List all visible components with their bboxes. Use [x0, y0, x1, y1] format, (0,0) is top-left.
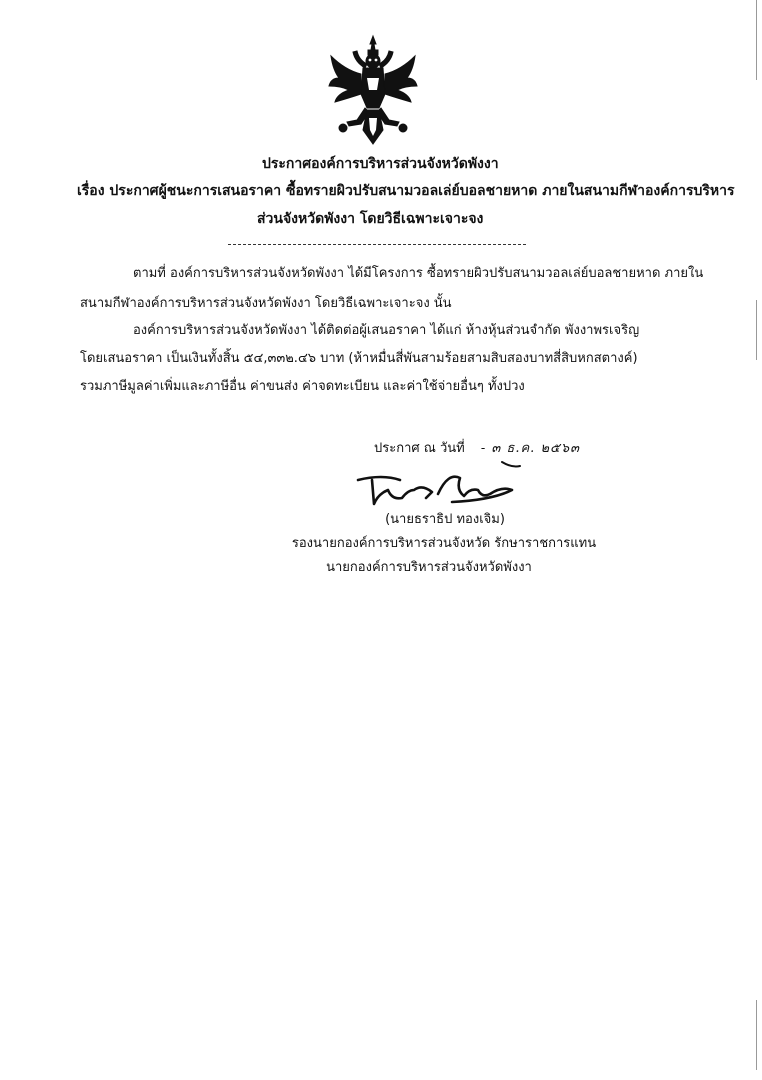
- scan-edge-mark: [756, 1000, 757, 1070]
- announcement-date: [374, 437, 580, 458]
- signatory-name: (นายธราธิป ทองเจิม): [385, 512, 505, 527]
- para2-line2: โดยเสนอราคา เป็นเงินทั้งสิ้น ๕๔,๓๓๒.๔๖ บาท (ห้าหมื่นสี่พันสามร้อยสามสิบสองบาทสี่สิบหกสตางค์): [80, 351, 638, 366]
- scan-edge-mark: [756, 300, 757, 360]
- subject-line-1: เรื่อง ประกาศผู้ชนะการเสนอราคา ซื้อทรายผิวปรับสนามวอลเล่ย์บอลชายหาด ภายในสนามกีฬาองค์การบริหาร: [77, 183, 735, 199]
- para1-line2: สนามกีฬาองค์การบริหารส่วนจังหวัดพังงา โดยวิธีเฉพาะเจาะจง นั้น: [80, 296, 452, 311]
- para1-line1: ตามที่ องค์การบริหารส่วนจังหวัดพังงา ได้มีโครงการ ซื้อทรายผิวปรับสนามวอลเล่ย์บอลชายหาด ภายใน: [133, 266, 704, 281]
- para2-line1: องค์การบริหารส่วนจังหวัดพังงา ได้ติดต่อผู้เสนอราคา ได้แก่ ห้างหุ้นส่วนจำกัด พังงาพรเจริญ: [133, 323, 640, 338]
- announcement-title: ประกาศองค์การบริหารส่วนจังหวัดพังงา: [262, 156, 499, 172]
- garuda-emblem-icon: [327, 34, 419, 146]
- para2-line3: รวมภาษีมูลค่าเพิ่มและภาษีอื่น ค่าขนส่ง ค่าจดทะเบียน และค่าใช้จ่ายอื่นๆ ทั้งปวง: [80, 379, 525, 394]
- header-divider: [228, 244, 526, 245]
- signatory-position-line2: นายกองค์การบริหารส่วนจังหวัดพังงา: [326, 560, 532, 575]
- handwritten-signature-icon: [352, 460, 522, 510]
- date-handwritten: - ๓ ธ.ค. ๒๕๖๓: [480, 441, 580, 456]
- date-label: ประกาศ ณ วันที่: [374, 441, 465, 456]
- signatory-position-line1: รองนายกองค์การบริหารส่วนจังหวัด รักษาราชการแทน: [291, 536, 597, 551]
- subject-line-2: ส่วนจังหวัดพังงา โดยวิธีเฉพาะเจาะจง: [257, 211, 484, 227]
- scan-edge-mark: [756, 0, 757, 80]
